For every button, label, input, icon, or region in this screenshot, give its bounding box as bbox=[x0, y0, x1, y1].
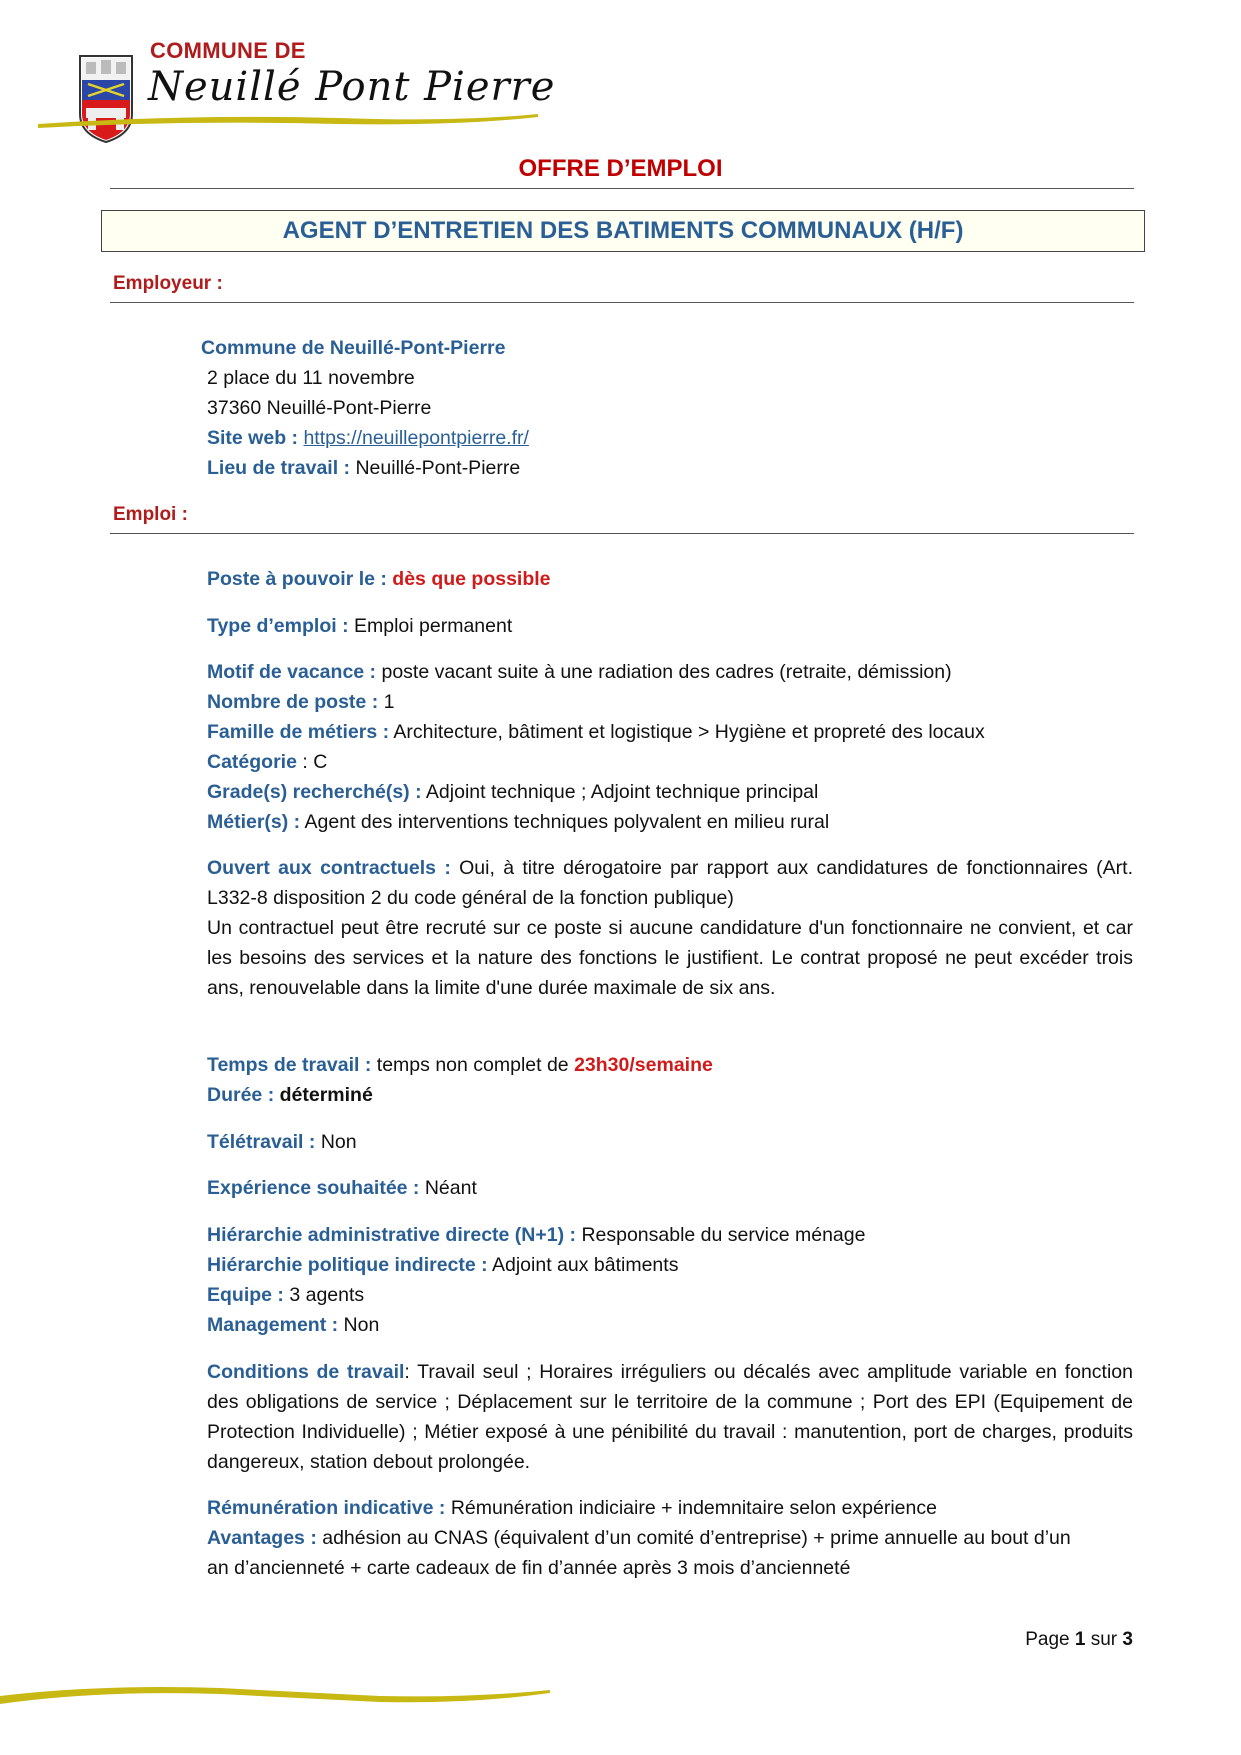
conditions-label: Conditions de travail bbox=[207, 1361, 405, 1383]
logo-commune-de: COMMUNE DE bbox=[150, 38, 306, 63]
equipe-value: 3 agents bbox=[289, 1284, 365, 1306]
famille-value: Architecture, bâtiment et logistique > Hygiène et propreté des locaux bbox=[393, 721, 985, 743]
nombre-value: 1 bbox=[383, 691, 395, 713]
page-current: 1 bbox=[1074, 1629, 1086, 1650]
employer-name: Commune de Neuillé-Pont-Pierre bbox=[201, 337, 506, 359]
avantages-label: Avantages : bbox=[207, 1527, 317, 1549]
remuneration-label: Rémunération indicative : bbox=[207, 1497, 446, 1519]
categorie-value: : C bbox=[302, 751, 328, 773]
website-link[interactable]: https://neuillepontpierre.fr/ bbox=[303, 427, 529, 449]
motif-label: Motif de vacance : bbox=[207, 661, 377, 683]
teletravail-value: Non bbox=[320, 1131, 357, 1153]
metier-label: Métier(s) : bbox=[207, 811, 301, 833]
avantages-paragraph bbox=[207, 1523, 1087, 1583]
contractuels-value: Oui, à titre dérogatoire par rapport aux candidatures de fonctionnaires (Art. L332-8 disposition 2 du code général de la fonction publique) bbox=[207, 857, 1133, 909]
footer-swoosh-decoration bbox=[0, 1680, 560, 1720]
type-label: Type d’emploi : bbox=[207, 615, 349, 637]
grade-value: Adjoint technique ; Adjoint technique principal bbox=[425, 781, 819, 803]
contractuels-note: Un contractuel peut être recruté sur ce poste si aucune candidature d'un fonctionnaire ne convient, et car les besoins des services et la nature des fonctions le justifient. Le contrat proposé ne peut excéder trois ans, renouvelable dans la limite d'une durée maximale de six ans. bbox=[207, 917, 1133, 999]
type-value: Emploi permanent bbox=[354, 615, 513, 637]
grade-label: Grade(s) recherché(s) : bbox=[207, 781, 422, 803]
duree-label: Durée : bbox=[207, 1084, 275, 1106]
hier-admin-value: Responsable du service ménage bbox=[581, 1224, 866, 1246]
workplace-label: Lieu de travail : bbox=[207, 457, 351, 479]
page-prefix: Page bbox=[1025, 1629, 1070, 1650]
hier-pol-label: Hiérarchie politique indirecte : bbox=[207, 1254, 488, 1276]
temps-hours: 23h30/semaine bbox=[574, 1054, 713, 1076]
remuneration-value: Rémunération indiciaire + indemnitaire selon expérience bbox=[450, 1497, 937, 1519]
duree-value: déterminé bbox=[279, 1084, 373, 1106]
management-label: Management : bbox=[207, 1314, 339, 1336]
divider bbox=[110, 188, 1134, 189]
offer-title: OFFRE D’EMPLOI bbox=[518, 155, 723, 182]
conditions-paragraph bbox=[207, 1357, 1133, 1477]
divider bbox=[110, 302, 1134, 303]
employer-address-line2: 37360 Neuillé-Pont-Pierre bbox=[207, 397, 432, 419]
divider bbox=[110, 533, 1134, 534]
conditions-value: : Travail seul ; Horaires irréguliers ou décalés avec amplitude variable en fonction des obligations de service ; Déplacement sur le territoire de la commune ; Port des EPI (Equipement de Protection Individuelle) ; Métier exposé à une pénibilité du travail : manutention, port de charges, produits dangereux, station debout prolongée. bbox=[207, 1361, 1133, 1473]
famille-label: Famille de métiers : bbox=[207, 721, 390, 743]
logo-commune-name: Neuillé Pont Pierre bbox=[148, 64, 556, 110]
management-value: Non bbox=[343, 1314, 380, 1336]
job-section-label: Emploi : bbox=[113, 504, 188, 525]
employer-section-label: Employeur : bbox=[113, 273, 223, 294]
page-sep: sur bbox=[1090, 1629, 1118, 1650]
hier-admin-label: Hiérarchie administrative directe (N+1) : bbox=[207, 1224, 577, 1246]
job-title: AGENT D’ENTRETIEN DES BATIMENTS COMMUNAUX (H/F) bbox=[282, 217, 964, 244]
poste-label: Poste à pouvoir le : bbox=[207, 568, 387, 590]
temps-value: temps non complet de bbox=[376, 1054, 569, 1076]
workplace-value: Neuillé-Pont-Pierre bbox=[355, 457, 521, 479]
categorie-label: Catégorie bbox=[207, 751, 297, 773]
metier-value: Agent des interventions techniques polyvalent en milieu rural bbox=[304, 811, 830, 833]
avantages-value: adhésion au CNAS (équivalent d’un comité d’entreprise) + prime annuelle au bout d’un an d’ancienneté + carte cadeaux de fin d’année après 3 mois d’ancienneté bbox=[207, 1527, 1071, 1579]
job-title-box bbox=[101, 210, 1145, 252]
logo-swoosh-decoration bbox=[38, 104, 538, 134]
contractuels-label: Ouvert aux contractuels : bbox=[207, 857, 451, 879]
employer-address-line1: 2 place du 11 novembre bbox=[207, 367, 415, 389]
experience-label: Expérience souhaitée : bbox=[207, 1177, 420, 1199]
motif-value: poste vacant suite à une radiation des cadres (retraite, démission) bbox=[381, 661, 952, 683]
page-indicator bbox=[1025, 1629, 1133, 1651]
equipe-label: Equipe : bbox=[207, 1284, 284, 1306]
contractuels-paragraph bbox=[207, 853, 1133, 1003]
page-total: 3 bbox=[1122, 1629, 1133, 1650]
temps-label: Temps de travail : bbox=[207, 1054, 372, 1076]
website-label: Site web : bbox=[207, 427, 299, 449]
hier-pol-value: Adjoint aux bâtiments bbox=[492, 1254, 679, 1276]
experience-value: Néant bbox=[424, 1177, 477, 1199]
nombre-label: Nombre de poste : bbox=[207, 691, 379, 713]
teletravail-label: Télétravail : bbox=[207, 1131, 316, 1153]
poste-value: dès que possible bbox=[392, 568, 551, 590]
